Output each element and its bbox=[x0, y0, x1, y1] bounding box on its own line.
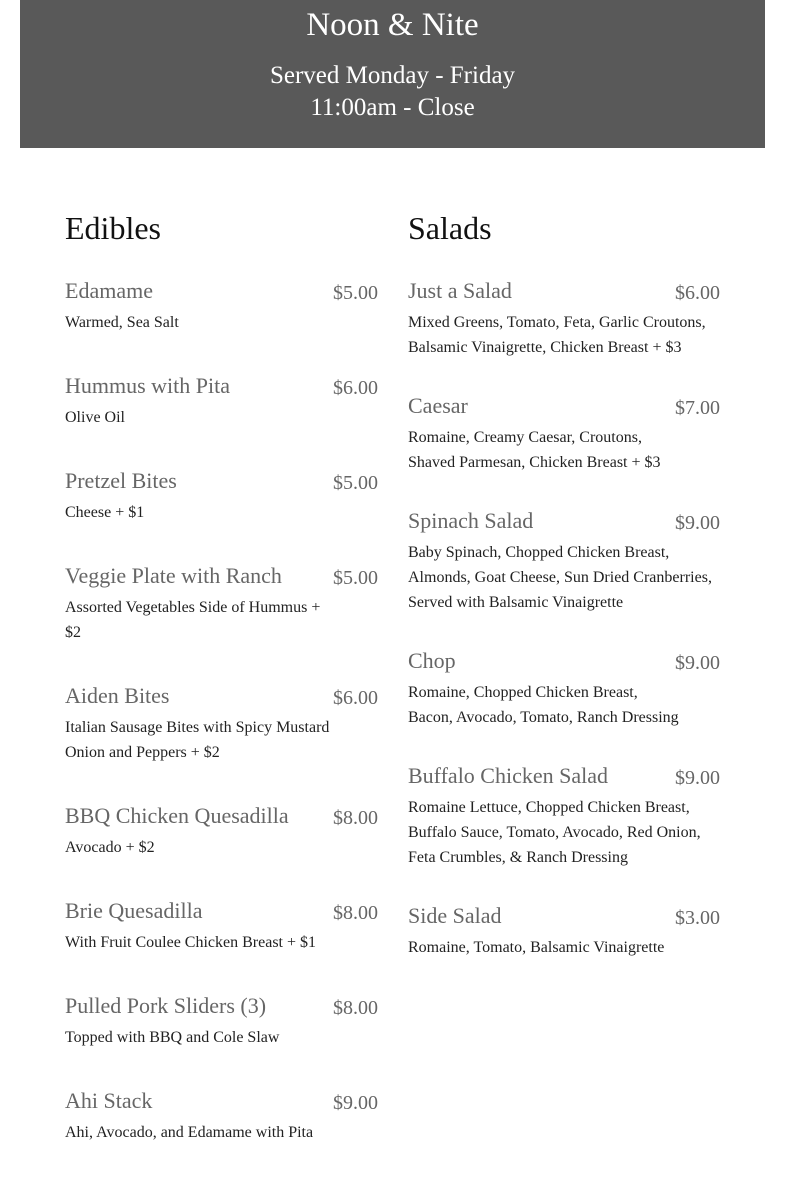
menu-item bbox=[65, 681, 378, 765]
menu-header bbox=[20, 0, 765, 148]
served-days: Served Monday - Friday bbox=[269, 62, 516, 89]
item-description: Romaine, Creamy Caesar, Croutons, Shaved Parmesan, Chicken Breast + $3 bbox=[408, 429, 661, 471]
item-description: Romaine, Chopped Chicken Breast, Bacon, Avocado, Tomato, Ranch Dressing bbox=[408, 684, 679, 726]
item-name: Caesar bbox=[408, 393, 468, 418]
menu-item bbox=[408, 901, 720, 960]
item-description: With Fruit Coulee Chicken Breast + $1 bbox=[65, 934, 317, 951]
item-name: Chop bbox=[408, 648, 456, 673]
section-title-salads: Salads bbox=[408, 210, 492, 246]
item-name: Spinach Salad bbox=[408, 508, 534, 533]
section-title-edibles: Edibles bbox=[65, 210, 161, 246]
item-price: $8.00 bbox=[333, 902, 378, 924]
menu-item bbox=[408, 506, 720, 615]
menu-item bbox=[65, 466, 378, 525]
item-price: $9.00 bbox=[675, 652, 720, 674]
item-price: $7.00 bbox=[675, 397, 720, 419]
item-description: Baby Spinach, Chopped Chicken Breast, Almonds, Goat Cheese, Sun Dried Cranberries, Served with Balsamic Vinaigrette bbox=[408, 544, 712, 611]
item-price: $8.00 bbox=[333, 997, 378, 1019]
item-name: Edamame bbox=[65, 278, 153, 303]
item-description: Warmed, Sea Salt bbox=[65, 314, 179, 331]
item-price: $5.00 bbox=[333, 472, 378, 494]
item-name: Buffalo Chicken Salad bbox=[408, 763, 608, 788]
item-description: Mixed Greens, Tomato, Feta, Garlic Croutons, Balsamic Vinaigrette, Chicken Breast + $3 bbox=[408, 314, 706, 356]
item-name: Side Salad bbox=[408, 903, 502, 928]
menu-item bbox=[65, 896, 378, 955]
item-price: $8.00 bbox=[333, 807, 378, 829]
menu-item bbox=[408, 761, 720, 870]
menu-item bbox=[65, 991, 378, 1050]
menu-item bbox=[408, 391, 720, 475]
menu-item bbox=[65, 371, 378, 430]
item-name: Pulled Pork Sliders (3) bbox=[65, 993, 267, 1018]
item-name: Aiden Bites bbox=[65, 683, 170, 708]
item-name: Just a Salad bbox=[408, 278, 512, 303]
item-description: Avocado + $2 bbox=[65, 839, 155, 856]
item-price: $6.00 bbox=[333, 377, 378, 399]
item-price: $3.00 bbox=[675, 907, 720, 929]
item-name: Brie Quesadilla bbox=[65, 898, 203, 923]
item-price: $5.00 bbox=[333, 567, 378, 589]
item-name: Ahi Stack bbox=[65, 1088, 153, 1113]
menu-item bbox=[65, 276, 378, 335]
item-description: Cheese + $1 bbox=[65, 504, 145, 521]
menu-item bbox=[408, 276, 720, 360]
menu-title: Noon & Nite bbox=[306, 7, 479, 43]
item-price: $6.00 bbox=[675, 282, 720, 304]
item-description: Ahi, Avocado, and Edamame with Pita bbox=[65, 1124, 314, 1141]
item-price: $9.00 bbox=[675, 512, 720, 534]
item-name: BBQ Chicken Quesadilla bbox=[65, 803, 289, 828]
item-price: $9.00 bbox=[675, 767, 720, 789]
menu-item bbox=[65, 1086, 378, 1145]
menu-item bbox=[65, 801, 378, 860]
served-hours: 11:00am - Close bbox=[310, 94, 475, 121]
item-description: Romaine Lettuce, Chopped Chicken Breast, Buffalo Sauce, Tomato, Avocado, Red Onion, Feta Crumbles, & Ranch Dressing bbox=[408, 799, 701, 866]
item-description: Assorted Vegetables Side of Hummus + $2 bbox=[65, 599, 321, 641]
menu-item bbox=[65, 561, 378, 645]
edibles-section bbox=[65, 208, 378, 1181]
salads-section bbox=[408, 208, 720, 991]
item-description: Olive Oil bbox=[65, 409, 125, 426]
item-name: Pretzel Bites bbox=[65, 468, 177, 493]
item-description: Italian Sausage Bites with Spicy Mustard Onion and Peppers + $2 bbox=[65, 719, 330, 761]
item-price: $5.00 bbox=[333, 282, 378, 304]
item-name: Hummus with Pita bbox=[65, 373, 231, 398]
menu-item bbox=[408, 646, 720, 730]
item-name: Veggie Plate with Ranch bbox=[65, 563, 282, 588]
item-description: Romaine, Tomato, Balsamic Vinaigrette bbox=[408, 939, 665, 956]
item-description: Topped with BBQ and Cole Slaw bbox=[65, 1029, 280, 1046]
item-price: $6.00 bbox=[333, 687, 378, 709]
item-price: $9.00 bbox=[333, 1092, 378, 1114]
